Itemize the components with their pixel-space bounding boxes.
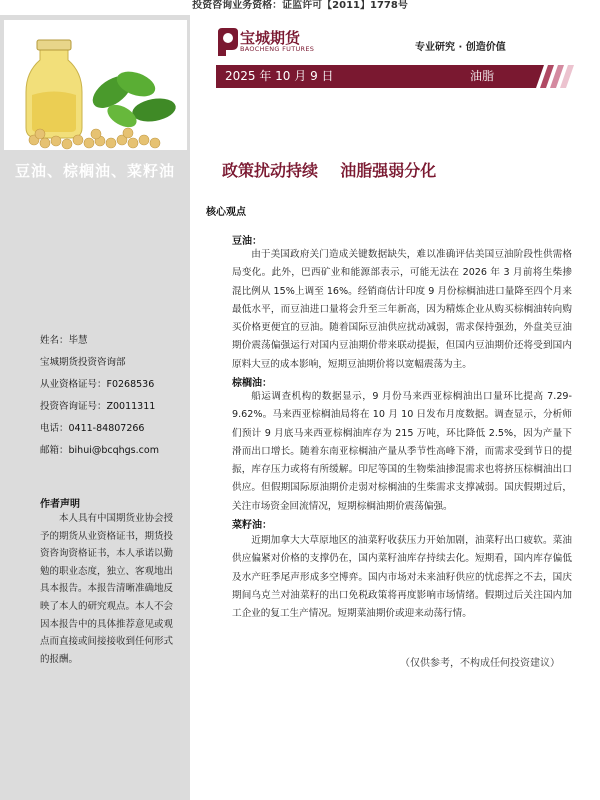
oil-bottle-soybean-illustration (4, 20, 187, 150)
report-category: 油脂 (470, 69, 495, 83)
core-view-title: 核心观点 (206, 207, 246, 218)
analyst-name: 姓名：毕慧 (40, 335, 88, 346)
declaration-title: 作者声明 (40, 499, 80, 510)
soybean-oil-title: 豆油： (232, 236, 262, 247)
palm-oil-title: 棕榈油： (232, 378, 272, 389)
brand-slogan: 专业研究 · 创造价值 (415, 42, 506, 53)
analyst-phone: 电话：0411-84807266 (40, 423, 145, 434)
analyst-email[interactable]: 邮箱：bihui@bcqhgs.com (40, 445, 159, 456)
disclaimer: （仅供参考，不构成任何投资建议） (400, 658, 560, 669)
soybean-oil-text: 由于美国政府关门造成关键数据缺失，难以准确评估美国豆油阶段性供需格局变化。此外，巴西矿业和能源部表示，可能无法在 2026 年 3 月前将生柴掺混比例从 15%上调至 16%。经销商估计印度 9 月份棕榈油进口量降至四个月来最低水平，而豆油进口量将会升至三年新高，因为精炼企业从购买棕榈油转向购买价格更便宜的豆油。随着国际豆油供应扰动减弱，需求保持强劲，外盘美豆油期价震荡偏强运行对国内豆油期价带来联动提振，但国内豆油期价还将受到国内原料大豆的成本影响，短期豆油期价将以宽幅震荡为主。 (232, 249, 572, 370)
brand-name: 宝城期货 (240, 29, 301, 47)
decorative-stripes-icon (536, 65, 576, 88)
declaration-text: 本人具有中国期货业协会授予的期货从业资格证书，期货投资咨询资格证书，本人承诺以勤勉的职业态度，独立、客观地出具本报告。本报告清晰准确地反映了本人的研究观点。本人不会因本报告中的具体推荐意见或观点而直接或间接接收到任何形式的报酬。 (40, 513, 174, 665)
analyst-dept: 宝城期货投资咨询部 (40, 357, 126, 368)
rapeseed-oil-text: 近期加拿大大草原地区的油菜籽收获压力开始加剧，油菜籽出口疲软。菜油供应偏紧对价格的支撑仍在，国内菜籽油库存持续去化。短期看，国内库存偏低及水产旺季尾声形成多空博弈。国内市场对未来油籽供应的忧虑挥之不去，国庆期间乌克兰对油菜籽的出口免税政策将再度影响市场情绪。假期过后关注国内加工企业的复工生产情况。短期菜油期价或迎来动荡行情。 (232, 535, 572, 620)
rapeseed-oil-title: 菜籽油： (232, 520, 272, 531)
license-line: 投资咨询业务资格：证监许可【2011】1778号 (192, 0, 408, 11)
analyst-info (40, 330, 190, 462)
analyst-practice-license: 从业资格证号：F0268536 (40, 379, 155, 390)
palm-oil-text: 船运调查机构的数据显示，9 月份马来西亚棕榈油出口量环比提高 7.29-9.62%。马来西亚棕榈油局将在 10 月 10 日发布月度数据。调查显示，分析师们预计 9 月底马来西亚棕榈油库存为 215 万吨，环比降低 2.5%，因为产量下滑而出口增长。随着东南亚棕榈油产量从季节性高峰下滑，而需求受到节日的提振，库存压力或将有所缓解。印尼等国的生物柴油掺混需求也将挤压棕榈油出口供应。但假期国际原油期价走弱对棕榈油的生柴需求支撑减弱。国庆假期过后，关注市场资金回流情况，短期棕榈油期价震荡偏强。 (232, 391, 572, 512)
brand-name-en: BAOCHENG FUTURES (240, 45, 315, 53)
report-date: 2025 年 10 月 9 日 (225, 69, 334, 83)
report-headline: 政策扰动持续 油脂强弱分化 (222, 161, 437, 180)
hero-image (4, 20, 187, 150)
sidebar-categories: 豆油、棕榈油、菜籽油 (14, 162, 175, 180)
analyst-consult-license: 投资咨询证号：Z0011311 (40, 401, 156, 412)
